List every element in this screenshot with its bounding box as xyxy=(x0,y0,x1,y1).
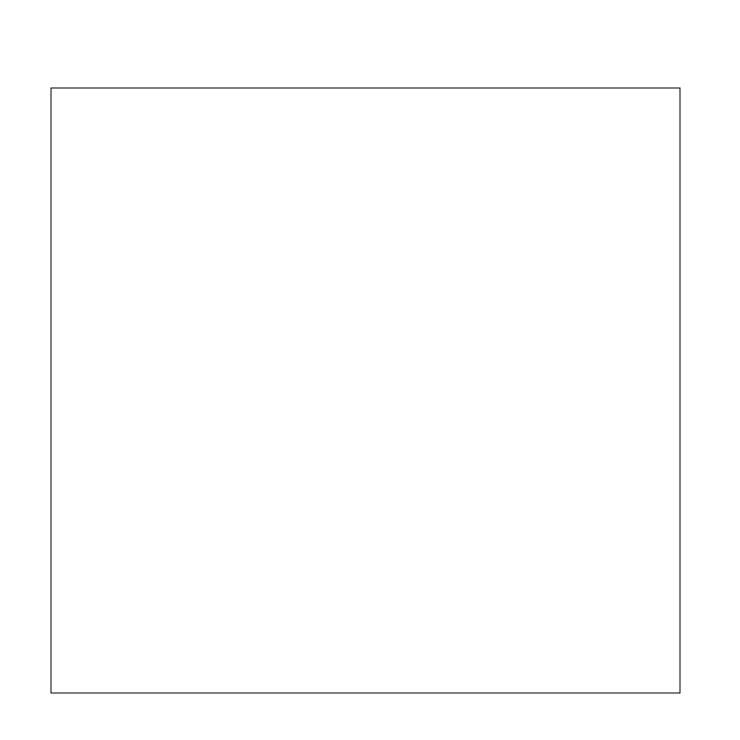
plot-frame xyxy=(51,88,680,693)
